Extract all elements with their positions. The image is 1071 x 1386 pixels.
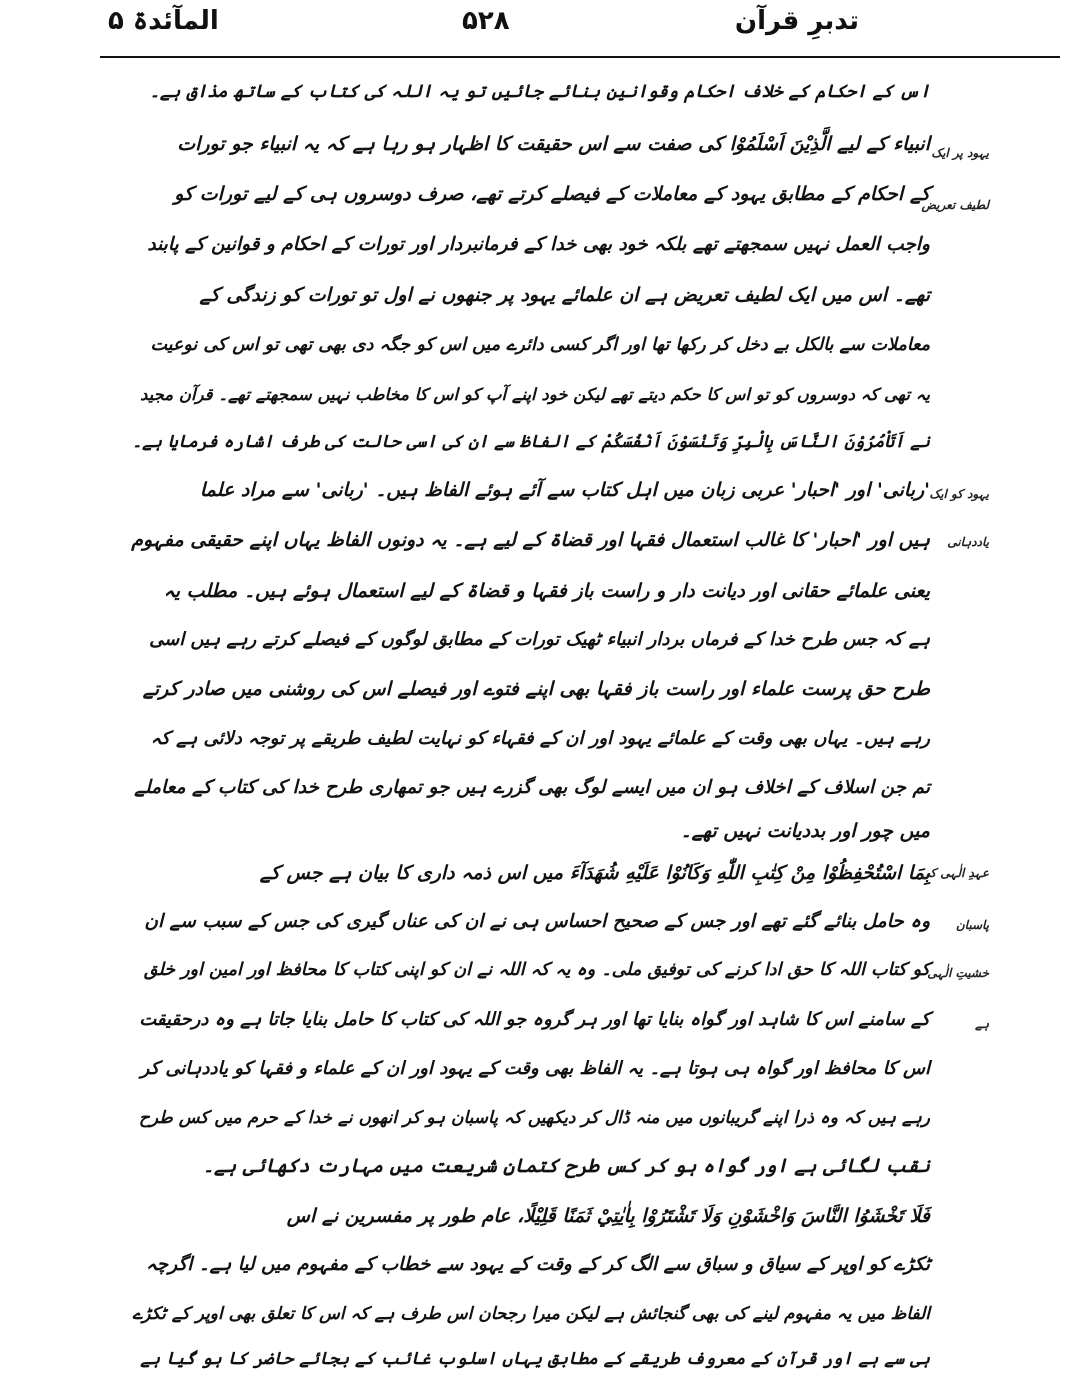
margin-note: لطیف تعریض xyxy=(921,198,989,212)
text-line: کے سامنے اس کا شاہد اور گواہ بنایا تھا اور ہر گروہ جو اللہ کی کتاب کا حامل بنایا جاتا ہے وہ درحقیقت xyxy=(139,1009,930,1030)
text-line: یعنی علمائے حقانی اور دیانت دار و راست باز فقہا و قضاۃ کے لیے استعمال ہوئے ہیں۔ مطلب یہ xyxy=(163,580,930,602)
page-number: ۵۲۸ xyxy=(462,6,510,36)
text-line: اس کے احکام کے خلاف احکام وقوانین بنائے جائیں تو یہ اللہ کی کتاب کے ساتھ مذاق ہے۔ xyxy=(149,82,930,102)
margin-note: پاسبان xyxy=(955,918,989,932)
margin-note: عہدِ الٰہی کی xyxy=(920,866,989,880)
text-line: فَلَا تَخْشَوُا النَّاسَ وَاخْشَوْنِ وَلَا تَشْتَرُوْا بِاٰيٰتِيْ ثَمَنًا قَلِيْلًا، عام طور پر مفسرین نے اس xyxy=(286,1205,930,1227)
text-line: انبیاء کے لیے الَّذِيْنَ اَسْلَمُوْا کی صفت سے اس حقیقت کا اظہار ہو رہا ہے کہ یہ انبیاء جو تورات xyxy=(177,133,930,155)
text-line: ہیں اور 'احبار' کا غالب استعمال فقہا اور قضاۃ کے لیے ہے۔ یہ دونوں الفاظ یہاں اپنے حقیقی مفہوم xyxy=(131,529,930,551)
header-rule xyxy=(100,56,1060,58)
text-line: کے احکام کے مطابق یہود کے معاملات کے فیصلے کرتے تھے، صرف دوسروں ہی کے لیے تورات کو xyxy=(174,183,930,205)
text-line: نقب لگائی ہے اور گواہ ہو کر کس طرح کتمانِ شریعت میں مہارت دکھائی ہے۔ xyxy=(202,1155,930,1177)
text-line: معاملات سے بالکل بے دخل کر رکھا تھا اور اگر کسی دائرے میں اس کو جگہ دی بھی تھی تو اس کی نوعیت xyxy=(150,335,930,355)
surah-name: المآئدۃ ۵ xyxy=(108,6,219,36)
text-line: واجب العمل نہیں سمجھتے تھے بلکہ خود بھی خدا کے فرمانبردار اور تورات کے احکام و قوانین کے پابند xyxy=(147,234,930,255)
text-line: کو کتاب اللہ کا حق ادا کرنے کی توفیق ملی۔ وہ یہ کہ اللہ نے ان کو اپنی کتاب کا محافظ اور امین اور خلق xyxy=(143,960,930,980)
margin-note: خشیتِ الٰہی xyxy=(927,966,989,980)
margin-note: یہود کو ایک xyxy=(929,487,989,501)
text-line: نے اَتَاْمُرُوْنَ النَّاسَ بِالْبِرِّ وَتَنْسَوْنَ اَنْفُسَكُمْ کے الفاظ سے ان کی اسی حالت کی طرف اشارہ فرمایا ہے۔ xyxy=(132,432,930,452)
text-line: یہ تھی کہ دوسروں کو تو اس کا حکم دیتے تھے لیکن خود اپنے آپ کو اس کا مخاطب نہیں سمجھتے تھے۔ قرآن مجید xyxy=(140,385,930,404)
book-title: تدبرِ قرآن xyxy=(734,6,859,36)
text-line: ٹکڑے کو اوپر کے سیاق و سباق سے الگ کر کے وقت کے یہود سے خطاب کے مفہوم میں لیا ہے۔ اگرچہ xyxy=(145,1254,930,1275)
text-line: تم جن اسلاف کے اخلاف ہو ان میں ایسے لوگ بھی گزرے ہیں جو تمھاری طرح خدا کی کتاب کے معاملے xyxy=(134,777,930,798)
text-line: بِمَا اسْتُحْفِظُوْا مِنْ كِتٰبِ اللّٰهِ وَكَانُوْا عَلَيْهِ شُهَدَآءَ میں اس ذمہ داری کا بیان ہے جس کے xyxy=(259,862,930,884)
text-line: وہ حامل بنائے گئے تھے اور جس کے صحیح احساس ہی نے ان کی عناں گیری کی جس کے سبب سے ان xyxy=(144,911,930,932)
text-line: الفاظ میں یہ مفہوم لینے کی بھی گنجائش ہے لیکن میرا رجحان اس طرف ہے کہ اس کا تعلق بھی اوپر کے ٹکڑے xyxy=(132,1304,930,1324)
margin-note: یہود پر ایک xyxy=(931,146,989,160)
margin-note: یاددہانی xyxy=(947,535,989,549)
margin-note: ہے xyxy=(974,1017,989,1031)
text-line: ہے کہ جس طرح خدا کے فرماں بردار انبیاء ٹھیک تورات کے مطابق لوگوں کے فیصلے کرتے رہے ہیں اسی xyxy=(149,629,930,650)
text-line: تھے۔ اس میں ایک لطیف تعریض ہے ان علمائے یہود پر جنھوں نے اول تو تورات کو زندگی کے xyxy=(199,284,930,306)
text-line: رہے ہیں۔ یہاں بھی وقت کے علمائے یہود اور ان کے فقہاء کو نہایت لطیف طریقے پر توجہ دلائی ہے کہ xyxy=(150,728,930,749)
text-line: میں چور اور بددیانت نہیں تھے۔ xyxy=(680,820,930,842)
text-line: طرح حق پرست علماء اور راست باز فقہا بھی اپنے فتوے اور فیصلے اس کی روشنی میں صادر کرتے xyxy=(142,678,930,700)
text-line: ہی سے ہے اور قرآن کے معروف طریقے کے مطابق یہاں اسلوب غائب کے بجائے حاضر کا ہو گیا ہے xyxy=(140,1349,930,1369)
text-line: اس کا محافظ اور گواہ ہی ہوتا ہے۔ یہ الفاظ بھی وقت کے یہود اور ان کے علماء و فقہا کو یاددہانی کر xyxy=(140,1058,930,1079)
text-line: 'ربانی' اور 'احبار' عربی زبان میں اہل کتاب سے آئے ہوئے الفاظ ہیں۔ 'ربانی' سے مراد علما xyxy=(199,479,930,501)
text-line: رہے ہیں کہ وہ ذرا اپنے گریبانوں میں منہ ڈال کر دیکھیں کہ پاسبان ہو کر انھوں نے خدا کے حرم میں کس طرح xyxy=(138,1108,930,1128)
